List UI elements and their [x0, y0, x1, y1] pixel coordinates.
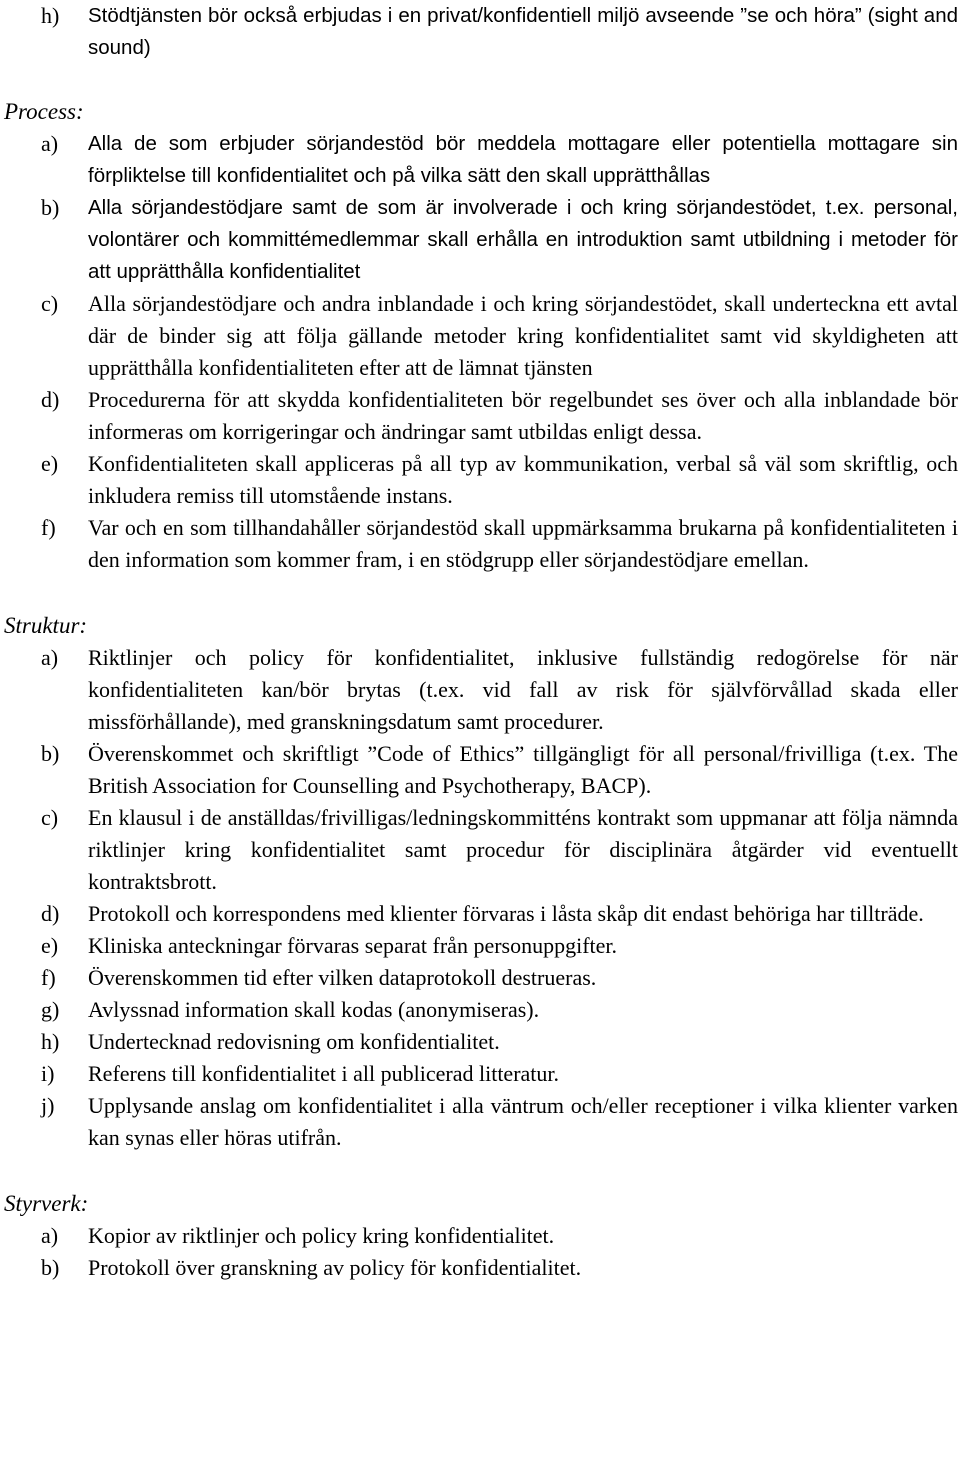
- list-item-text: Avlyssnad information skall kodas (anonymiseras).: [88, 997, 540, 1022]
- list-item: [4, 1252, 958, 1284]
- list-item-text: Riktlinjer och policy för konfidentialitet, inklusive fullständig redogörelse för när konfidentialiteten kan/bör brytas (t.ex. vid fall av risk för självförvållad skada eller missförhållande), med granskningsdatum samt procedurer.: [88, 645, 958, 734]
- list-item-text: Överenskommet och skriftligt ”Code of Ethics” tillgängligt för all personal/frivilliga (t.ex. The British Association for Counselling and Psychotherapy, BACP).: [88, 741, 958, 798]
- list-marker: a): [41, 645, 59, 670]
- list-item: [4, 994, 958, 1026]
- list-item-text: Referens till konfidentialitet i all publicerad litteratur.: [88, 1061, 560, 1086]
- section-heading: Struktur:: [4, 613, 88, 638]
- intro-list: [4, 0, 958, 64]
- section-heading: Styrverk:: [4, 1191, 89, 1216]
- list-marker: d): [41, 387, 60, 412]
- list-item: [4, 512, 958, 576]
- list-marker: d): [41, 901, 60, 926]
- struktur-list: [4, 642, 958, 1154]
- styrverk-list: [4, 1220, 958, 1284]
- list-marker: j): [41, 1093, 55, 1118]
- list-marker: h): [41, 1029, 60, 1054]
- list-item: [4, 128, 958, 192]
- list-item-text: Konfidentialiteten skall appliceras på all typ av kommunikation, verbal så väl som skriftlig, och inkludera remiss till utomstående instans.: [88, 451, 958, 508]
- list-marker: f): [41, 965, 56, 990]
- list-item-text: Kliniska anteckningar förvaras separat från personuppgifter.: [88, 933, 618, 958]
- list-item: [4, 1058, 958, 1090]
- process-list: [4, 128, 958, 576]
- list-item: [4, 448, 958, 512]
- list-item: [4, 1090, 958, 1154]
- list-item: [4, 1220, 958, 1252]
- list-item: [4, 930, 958, 962]
- list-marker: b): [41, 195, 60, 220]
- list-marker: g): [41, 997, 60, 1022]
- list-item: [4, 802, 958, 898]
- list-item-text: Överenskommen tid efter vilken dataprotokoll destrueras.: [88, 965, 597, 990]
- list-marker: e): [41, 933, 59, 958]
- list-item-text: En klausul i de anställdas/frivilligas/ledningskommitténs kontrakt som uppmanar att följa nämnda riktlinjer kring konfidentialitet samt procedur för disciplinära åtgärder vid eventuellt kontraktsbrott.: [88, 805, 958, 894]
- list-item: [4, 192, 958, 288]
- list-item: [4, 898, 958, 930]
- list-marker: e): [41, 451, 59, 476]
- list-item-text: Alla de som erbjuder sörjandestöd bör meddela mottagare eller potentiella mottagare sin förpliktelse till konfidentialitet och på vilka sätt den skall upprätthållas: [88, 132, 958, 187]
- list-marker: f): [41, 515, 56, 540]
- list-item: [4, 642, 958, 738]
- list-item-text: Undertecknad redovisning om konfidentialitet.: [88, 1029, 500, 1054]
- list-item-text: Var och en som tillhandahåller sörjandestöd skall uppmärksamma brukarna på konfidentialiteten i den information som kommer fram, i en stödgrupp eller sörjandestödjare emellan.: [88, 515, 958, 572]
- list-item-text: Protokoll och korrespondens med klienter förvaras i låsta skåp dit endast behöriga har tillträde.: [88, 901, 924, 926]
- section-process: [4, 96, 958, 576]
- list-marker: h): [41, 3, 60, 28]
- list-marker: a): [41, 131, 59, 156]
- list-item-text: Stödtjänsten bör också erbjudas i en privat/konfidentiell miljö avseende ”se och höra” (sight and sound): [88, 4, 958, 59]
- section-struktur: [4, 610, 958, 1154]
- list-item: [4, 738, 958, 802]
- list-marker: b): [41, 1255, 60, 1280]
- section-styrverk: [4, 1188, 958, 1284]
- list-item-text: Upplysande anslag om konfidentialitet i alla väntrum och/eller receptioner i vilka klienter varken kan synas eller höras utifrån.: [88, 1093, 958, 1150]
- list-marker: b): [41, 741, 60, 766]
- list-item-text: Alla sörjandestödjare och andra inblandade i och kring sörjandestödet, skall underteckna ett avtal där de binder sig att följa gällande metoder kring konfidentialitet samt vid skyldigheten att upprätthålla konfidentialiteten efter att de lämnat tjänsten: [88, 291, 958, 380]
- list-item-text: Procedurerna för att skydda konfidentialiteten bör regelbundet ses över och alla inblandade bör informeras om korrigeringar och ändringar samt utbildas enligt dessa.: [88, 387, 958, 444]
- list-item-text: Kopior av riktlinjer och policy kring konfidentialitet.: [88, 1223, 555, 1248]
- list-marker: i): [41, 1061, 55, 1086]
- list-item: [4, 1026, 958, 1058]
- list-marker: a): [41, 1223, 59, 1248]
- list-item-text: Protokoll över granskning av policy för konfidentialitet.: [88, 1255, 582, 1280]
- list-item-text: Alla sörjandestödjare samt de som är involverade i och kring sörjandestödet, t.ex. personal, volontärer och kommittémedlemmar skall erhålla en introduktion samt utbildning i metoder för att upprätthålla konfidentialitet: [88, 196, 958, 283]
- list-item: [4, 0, 958, 64]
- list-item: [4, 288, 958, 384]
- section-heading: Process:: [4, 99, 84, 124]
- list-item: [4, 384, 958, 448]
- list-item: [4, 962, 958, 994]
- list-marker: c): [41, 291, 59, 316]
- list-marker: c): [41, 805, 59, 830]
